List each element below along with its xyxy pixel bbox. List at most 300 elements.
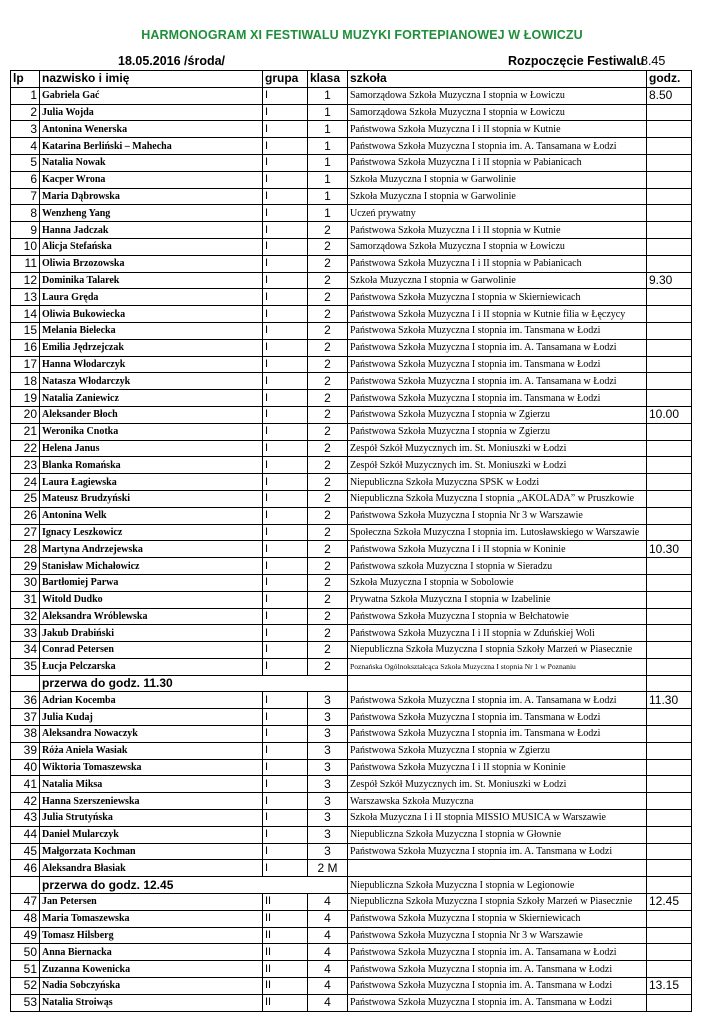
cell-lp: 39	[11, 742, 40, 759]
cell-grupa: I	[263, 658, 308, 675]
cell-godz	[647, 776, 692, 793]
table-row	[11, 322, 692, 339]
cell-name: Emilia Jędrzejczak	[40, 339, 263, 356]
cell-szkola: Państwowa Szkoła Muzyczna I stopnia w Skierniewicach	[348, 910, 647, 927]
cell-name: Julia Strutyńska	[40, 810, 263, 827]
cell-klasa: 3	[308, 709, 348, 726]
cell-lp: 30	[11, 574, 40, 591]
cell-grupa: I	[263, 625, 308, 642]
cell-grupa: I	[263, 205, 308, 222]
cell-lp: 34	[11, 642, 40, 659]
cell-name: Antonina Wenerska	[40, 121, 263, 138]
cell-name: Natalia Stroiwąs	[40, 994, 263, 1011]
cell-name: Łucja Pelczarska	[40, 658, 263, 675]
break-label: przerwa do godz. 11.30	[40, 675, 348, 692]
cell-name: Weronika Cnotka	[40, 423, 263, 440]
table-row	[11, 558, 692, 575]
cell-grupa: I	[263, 406, 308, 423]
cell-godz	[647, 154, 692, 171]
cell-lp: 12	[11, 272, 40, 289]
cell-name: Alicja Stefańska	[40, 238, 263, 255]
cell-szkola: Samorządowa Szkoła Muzyczna I stopnia w Łowiczu	[348, 87, 647, 104]
cell-klasa: 2	[308, 356, 348, 373]
table-row	[11, 994, 692, 1011]
cell-klasa: 1	[308, 188, 348, 205]
table-row	[11, 154, 692, 171]
cell-godz	[647, 507, 692, 524]
cell-grupa: I	[263, 541, 308, 558]
cell-szkola: Prywatna Szkoła Muzyczna I stopnia w Izabelinie	[348, 591, 647, 608]
cell-lp: 20	[11, 406, 40, 423]
page-title: HARMONOGRAM XI FESTIWALU MUZYKI FORTEPIANOWEJ W ŁOWICZU	[141, 28, 583, 42]
table-row	[11, 507, 692, 524]
cell-lp: 33	[11, 625, 40, 642]
break-label: przerwa do godz. 12.45	[40, 877, 348, 894]
cell-godz	[647, 658, 692, 675]
cell-klasa: 2	[308, 339, 348, 356]
cell-grupa: I	[263, 356, 308, 373]
cell-name: Katarina Berliński – Mahecha	[40, 138, 263, 155]
cell-godz	[647, 961, 692, 978]
table-row	[11, 692, 692, 709]
cell-grupa: II	[263, 894, 308, 911]
cell-szkola: Państwowa Szkoła Muzyczna I stopnia im. A. Tansamana w Łodzi	[348, 373, 647, 390]
break-row	[11, 675, 692, 692]
cell-klasa: 2	[308, 558, 348, 575]
cell-name: Maria Tomaszewska	[40, 910, 263, 927]
cell-grupa: I	[263, 709, 308, 726]
cell-klasa: 2	[308, 373, 348, 390]
cell-name: Aleksandra Wróblewska	[40, 608, 263, 625]
cell-klasa: 2	[308, 642, 348, 659]
table-row	[11, 272, 692, 289]
cell-klasa: 1	[308, 121, 348, 138]
cell-lp: 24	[11, 474, 40, 491]
table-header-row	[11, 71, 692, 88]
cell-szkola: Państwowa Szkoła Muzyczna I stopnia im. A. Tansamana w Łodzi	[348, 944, 647, 961]
cell-szkola: Szkoła Muzyczna I stopnia w Garwolinie	[348, 171, 647, 188]
cell-godz	[647, 877, 692, 894]
break-row	[11, 877, 692, 894]
cell-klasa: 2	[308, 222, 348, 239]
cell-name: Oliwia Bukowiecka	[40, 306, 263, 323]
cell-klasa: 1	[308, 171, 348, 188]
cell-godz	[647, 826, 692, 843]
cell-grupa: I	[263, 457, 308, 474]
table-row	[11, 339, 692, 356]
table-row	[11, 709, 692, 726]
cell-lp: 16	[11, 339, 40, 356]
cell-name: Aleksandra Nowaczyk	[40, 726, 263, 743]
table-row	[11, 625, 692, 642]
cell-lp: 36	[11, 692, 40, 709]
cell-lp: 27	[11, 524, 40, 541]
cell-szkola: Państwowa Szkoła Muzyczna I stopnia im. Tansmana w Łodzi	[348, 709, 647, 726]
cell-lp: 9	[11, 222, 40, 239]
cell-lp: 22	[11, 440, 40, 457]
cell-szkola: Szkoła Muzyczna I stopnia w Garwolinie	[348, 188, 647, 205]
cell-lp: 14	[11, 306, 40, 323]
cell-grupa: I	[263, 104, 308, 121]
cell-klasa: 2	[308, 255, 348, 272]
cell-grupa: I	[263, 255, 308, 272]
cell-klasa: 3	[308, 826, 348, 843]
table-row	[11, 390, 692, 407]
cell-name: Jan Petersen	[40, 894, 263, 911]
cell-name: Martyna Andrzejewska	[40, 541, 263, 558]
cell-klasa: 3	[308, 843, 348, 860]
cell-godz	[647, 524, 692, 541]
cell-szkola: Państwowa Szkoła Muzyczna I stopnia im. A. Tansmana w Łodzi	[348, 961, 647, 978]
cell-grupa: I	[263, 826, 308, 843]
cell-szkola: Niepubliczna Szkoła Muzyczna I stopnia Szkoły Marzeń w Piasecznie	[348, 894, 647, 911]
table-row	[11, 591, 692, 608]
cell-grupa: I	[263, 642, 308, 659]
cell-lp: 23	[11, 457, 40, 474]
column-header-szkola: szkoła	[348, 71, 647, 88]
column-header-klasa: klasa	[308, 71, 348, 88]
cell-lp: 6	[11, 171, 40, 188]
cell-godz	[647, 356, 692, 373]
cell-name: Maria Dąbrowska	[40, 188, 263, 205]
column-header-godz: godz.	[647, 71, 692, 88]
cell-grupa: I	[263, 860, 308, 877]
cell-godz	[647, 793, 692, 810]
cell-klasa: 3	[308, 810, 348, 827]
cell-godz	[647, 457, 692, 474]
table-row	[11, 541, 692, 558]
cell-name: Ignacy Leszkowicz	[40, 524, 263, 541]
cell-grupa: II	[263, 961, 308, 978]
cell-grupa: I	[263, 373, 308, 390]
cell-grupa: I	[263, 222, 308, 239]
cell-szkola: Państwowa Szkoła Muzyczna I i II stopnia w Kutnie filia w Łęczycy	[348, 306, 647, 323]
cell-godz	[647, 104, 692, 121]
table-row	[11, 104, 692, 121]
cell-godz	[647, 759, 692, 776]
cell-godz	[647, 121, 692, 138]
cell-klasa: 2	[308, 457, 348, 474]
cell-grupa: I	[263, 154, 308, 171]
cell-klasa: 1	[308, 104, 348, 121]
cell-szkola: Niepubliczna Szkoła Muzyczna I stopnia w Legionowie	[348, 877, 647, 894]
cell-klasa: 1	[308, 154, 348, 171]
cell-klasa: 2	[308, 423, 348, 440]
cell-godz	[647, 558, 692, 575]
cell-klasa: 2	[308, 608, 348, 625]
table-row	[11, 843, 692, 860]
column-header-name: nazwisko i imię	[40, 71, 263, 88]
festival-date: 18.05.2016 /środa/	[118, 54, 226, 68]
cell-klasa: 2	[308, 541, 348, 558]
cell-szkola: Państwowa Szkoła Muzyczna I stopnia Nr 3 w Warszawie	[348, 927, 647, 944]
table-row	[11, 826, 692, 843]
cell-lp: 3	[11, 121, 40, 138]
table-row	[11, 726, 692, 743]
cell-lp: 28	[11, 541, 40, 558]
cell-klasa: 3	[308, 793, 348, 810]
cell-lp: 26	[11, 507, 40, 524]
cell-name: Gabriela Gać	[40, 87, 263, 104]
cell-lp: 18	[11, 373, 40, 390]
cell-lp: 45	[11, 843, 40, 860]
cell-name: Wenzheng Yang	[40, 205, 263, 222]
cell-godz	[647, 709, 692, 726]
cell-lp: 51	[11, 961, 40, 978]
cell-klasa: 4	[308, 927, 348, 944]
cell-lp: 21	[11, 423, 40, 440]
cell-szkola: Państwowa Szkoła Muzyczna I i II stopnia w Zduńskiej Woli	[348, 625, 647, 642]
cell-lp: 50	[11, 944, 40, 961]
cell-lp	[11, 675, 40, 692]
table-row	[11, 188, 692, 205]
cell-name: Laura Gręda	[40, 289, 263, 306]
cell-szkola	[348, 675, 647, 692]
table-row	[11, 574, 692, 591]
cell-name: Hanna Szerszeniewska	[40, 793, 263, 810]
cell-name: Laura Łagiewska	[40, 474, 263, 491]
cell-szkola: Szkoła Muzyczna I stopnia w Sobolowie	[348, 574, 647, 591]
cell-szkola: Szkoła Muzyczna I stopnia w Garwolinie	[348, 272, 647, 289]
table-row	[11, 524, 692, 541]
cell-szkola: Państwowa Szkoła Muzyczna I i II stopnia w Pabianicach	[348, 255, 647, 272]
table-row	[11, 944, 692, 961]
cell-szkola: Zespół Szkół Muzycznych im. St. Moniuszki w Łodzi	[348, 457, 647, 474]
cell-grupa: I	[263, 306, 308, 323]
cell-klasa: 2	[308, 322, 348, 339]
cell-godz	[647, 574, 692, 591]
cell-grupa: II	[263, 910, 308, 927]
cell-grupa: I	[263, 171, 308, 188]
cell-name: Stanisław Michałowicz	[40, 558, 263, 575]
cell-szkola: Państwowa Szkoła Muzyczna I stopnia im. Tansmana w Łodzi	[348, 726, 647, 743]
cell-klasa: 1	[308, 87, 348, 104]
cell-godz	[647, 910, 692, 927]
cell-lp: 1	[11, 87, 40, 104]
table-row	[11, 490, 692, 507]
cell-grupa: I	[263, 692, 308, 709]
cell-godz: 11.30	[647, 692, 692, 709]
cell-szkola: Państwowa Szkoła Muzyczna I stopnia w Skierniewicach	[348, 289, 647, 306]
cell-name: Mateusz Brudzyński	[40, 490, 263, 507]
cell-szkola: Niepubliczna Szkoła Muzyczna I stopnia w Głownie	[348, 826, 647, 843]
cell-lp: 7	[11, 188, 40, 205]
cell-szkola: Poznańska Ogólnokształcąca Szkoła Muzyczna I stopnia Nr 1 w Poznaniu	[348, 658, 647, 675]
cell-name: Aleksander Błoch	[40, 406, 263, 423]
cell-szkola: Państwowa Szkoła Muzyczna I stopnia im. A. Tansamana w Łodzi	[348, 692, 647, 709]
cell-godz	[647, 423, 692, 440]
table-row	[11, 894, 692, 911]
cell-godz	[647, 726, 692, 743]
cell-godz	[647, 843, 692, 860]
cell-szkola: Państwowa szkoła Muzyczna I stopnia w Sieradzu	[348, 558, 647, 575]
cell-klasa: 4	[308, 961, 348, 978]
cell-grupa: I	[263, 238, 308, 255]
cell-lp: 40	[11, 759, 40, 776]
cell-godz	[647, 944, 692, 961]
cell-godz: 8.50	[647, 87, 692, 104]
cell-klasa: 1	[308, 138, 348, 155]
cell-name: Kacper Wrona	[40, 171, 263, 188]
cell-grupa: I	[263, 474, 308, 491]
cell-name: Conrad Petersen	[40, 642, 263, 659]
cell-godz	[647, 289, 692, 306]
table-row	[11, 222, 692, 239]
cell-godz	[647, 339, 692, 356]
table-row	[11, 205, 692, 222]
table-row	[11, 927, 692, 944]
column-header-lp: lp	[11, 71, 40, 88]
cell-szkola: Niepubliczna Szkoła Muzyczna SPSK w Łodzi	[348, 474, 647, 491]
cell-klasa: 4	[308, 944, 348, 961]
cell-name: Dominika Talarek	[40, 272, 263, 289]
cell-name: Natalia Miksa	[40, 776, 263, 793]
table-row	[11, 138, 692, 155]
cell-name: Hanna Jadczak	[40, 222, 263, 239]
cell-lp: 35	[11, 658, 40, 675]
table-row	[11, 642, 692, 659]
table-row	[11, 910, 692, 927]
cell-name: Natasza Włodarczyk	[40, 373, 263, 390]
cell-lp: 48	[11, 910, 40, 927]
cell-szkola: Państwowa Szkoła Muzyczna I stopnia im. Tansmana w Łodzi	[348, 390, 647, 407]
table-row	[11, 793, 692, 810]
cell-lp: 32	[11, 608, 40, 625]
cell-name: Natalia Nowak	[40, 154, 263, 171]
start-label: Rozpoczęcie Festiwalu	[508, 54, 645, 68]
cell-lp: 5	[11, 154, 40, 171]
cell-klasa: 4	[308, 910, 348, 927]
cell-name: Wiktoria Tomaszewska	[40, 759, 263, 776]
cell-lp: 2	[11, 104, 40, 121]
cell-szkola: Niepubliczna Szkoła Muzyczna I stopnia „AKOLADA” w Pruszkowie	[348, 490, 647, 507]
cell-name: Hanna Włodarczyk	[40, 356, 263, 373]
cell-klasa: 2	[308, 591, 348, 608]
cell-name: Antonina Welk	[40, 507, 263, 524]
cell-grupa: I	[263, 490, 308, 507]
table-row	[11, 440, 692, 457]
cell-szkola: Zespół Szkół Muzycznych im. St. Moniuszki w Łodzi	[348, 440, 647, 457]
cell-godz	[647, 490, 692, 507]
cell-name: Helena Janus	[40, 440, 263, 457]
cell-lp: 38	[11, 726, 40, 743]
cell-grupa: I	[263, 793, 308, 810]
cell-lp: 15	[11, 322, 40, 339]
cell-szkola: Zespół Szkół Muzycznych im. St. Moniuszki w Łodzi	[348, 776, 647, 793]
cell-klasa: 2	[308, 658, 348, 675]
cell-szkola: Państwowa Szkoła Muzyczna I stopnia Nr 3 w Warszawie	[348, 507, 647, 524]
cell-godz	[647, 238, 692, 255]
cell-lp: 29	[11, 558, 40, 575]
cell-godz	[647, 138, 692, 155]
cell-klasa: 2	[308, 440, 348, 457]
cell-lp: 44	[11, 826, 40, 843]
cell-szkola: Państwowa Szkoła Muzyczna I i II stopnia w Koninie	[348, 541, 647, 558]
cell-szkola: Państwowa Szkoła Muzyczna I stopnia im. Tansmana w Łodzi	[348, 356, 647, 373]
cell-lp: 8	[11, 205, 40, 222]
cell-grupa: I	[263, 138, 308, 155]
table-row	[11, 87, 692, 104]
cell-szkola: Szkoła Muzyczna I i II stopnia MISSIO MUSICA w Warszawie	[348, 810, 647, 827]
table-row	[11, 658, 692, 675]
cell-klasa: 2	[308, 272, 348, 289]
cell-grupa: II	[263, 978, 308, 995]
cell-klasa: 2	[308, 306, 348, 323]
cell-grupa: I	[263, 776, 308, 793]
cell-grupa: I	[263, 322, 308, 339]
cell-grupa: I	[263, 390, 308, 407]
cell-szkola: Społeczna Szkoła Muzyczna I stopnia im. Lutosławskiego w Warszawie	[348, 524, 647, 541]
table-row	[11, 423, 692, 440]
cell-grupa: I	[263, 759, 308, 776]
table-row	[11, 121, 692, 138]
cell-godz	[647, 205, 692, 222]
cell-name: Natalia Zaniewicz	[40, 390, 263, 407]
cell-lp: 47	[11, 894, 40, 911]
cell-godz	[647, 591, 692, 608]
cell-grupa: I	[263, 742, 308, 759]
cell-szkola: Samorządowa Szkoła Muzyczna I stopnia w Łowiczu	[348, 104, 647, 121]
cell-szkola: Państwowa Szkoła Muzyczna I stopnia im. A. Tansamana w Łodzi	[348, 339, 647, 356]
cell-godz	[647, 642, 692, 659]
cell-lp: 4	[11, 138, 40, 155]
table-row	[11, 978, 692, 995]
cell-name: Witold Dudko	[40, 591, 263, 608]
cell-szkola: Państwowa Szkoła Muzyczna I stopnia im. A. Tansmana w Łodzi	[348, 978, 647, 995]
cell-klasa: 2	[308, 238, 348, 255]
cell-name: Oliwia Brzozowska	[40, 255, 263, 272]
cell-lp: 31	[11, 591, 40, 608]
cell-godz	[647, 171, 692, 188]
cell-godz	[647, 625, 692, 642]
cell-godz	[647, 927, 692, 944]
cell-godz	[647, 322, 692, 339]
cell-grupa: I	[263, 558, 308, 575]
cell-godz	[647, 188, 692, 205]
cell-lp: 19	[11, 390, 40, 407]
cell-grupa: I	[263, 810, 308, 827]
cell-lp: 17	[11, 356, 40, 373]
cell-grupa: I	[263, 87, 308, 104]
cell-lp: 46	[11, 860, 40, 877]
table-row	[11, 860, 692, 877]
cell-godz	[647, 306, 692, 323]
cell-godz	[647, 390, 692, 407]
cell-szkola: Państwowa Szkoła Muzyczna I stopnia im. A. Tansamana w Łodzi	[348, 138, 647, 155]
cell-szkola: Państwowa Szkoła Muzyczna I stopnia w Zgierzu	[348, 742, 647, 759]
cell-klasa: 4	[308, 994, 348, 1011]
cell-szkola: Państwowa Szkoła Muzyczna I stopnia w Zgierzu	[348, 423, 647, 440]
cell-lp: 49	[11, 927, 40, 944]
cell-grupa: I	[263, 574, 308, 591]
cell-szkola	[348, 860, 647, 877]
cell-godz	[647, 608, 692, 625]
table-row	[11, 457, 692, 474]
cell-szkola: Państwowa Szkoła Muzyczna I i II stopnia w Koninie	[348, 759, 647, 776]
cell-klasa: 3	[308, 742, 348, 759]
cell-name: Róża Aniela Wasiak	[40, 742, 263, 759]
table-row	[11, 742, 692, 759]
cell-szkola: Państwowa Szkoła Muzyczna I stopnia im. A. Tansmana w Łodzi	[348, 843, 647, 860]
cell-szkola: Uczeń prywatny	[348, 205, 647, 222]
column-header-grupa: grupa	[263, 71, 308, 88]
cell-grupa: I	[263, 608, 308, 625]
cell-grupa: I	[263, 440, 308, 457]
cell-name: Julia Wojda	[40, 104, 263, 121]
cell-grupa: I	[263, 524, 308, 541]
table-row	[11, 238, 692, 255]
cell-szkola: Warszawska Szkoła Muzyczna	[348, 793, 647, 810]
